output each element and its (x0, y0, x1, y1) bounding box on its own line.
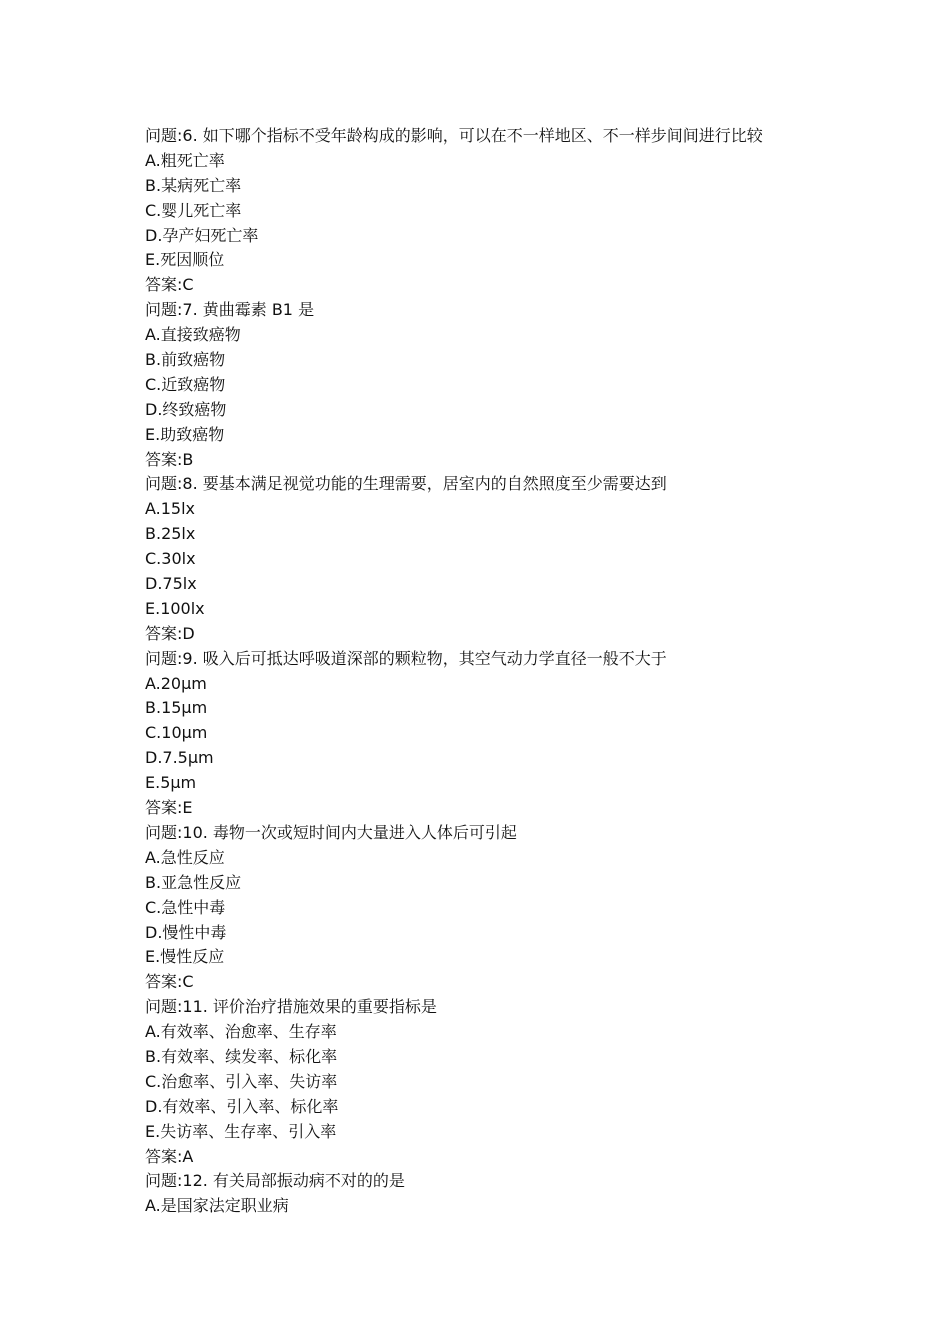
answer-text: 答案:B (145, 449, 194, 469)
question-text: 问题:12. 有关局部振动病不对的的是 (145, 1171, 405, 1191)
option-a: A.直接致癌物 (145, 325, 241, 345)
question-text: 问题:10. 毒物一次或短时间内大量进入人体后可引起 (145, 822, 517, 842)
option-a: A.20μm (145, 673, 207, 693)
option-d: D.7.5μm (145, 748, 214, 768)
question-block-10 (145, 821, 865, 995)
option-e: E.100lx (145, 598, 205, 618)
option-d: D.孕产妇死亡率 (145, 225, 259, 245)
option-d: D.75lx (145, 574, 197, 594)
option-e: E.死因顺位 (145, 250, 225, 270)
option-b: B.前致癌物 (145, 350, 226, 370)
question-text: 问题:9. 吸入后可抵达呼吸道深部的颗粒物，其空气动力学直径一般不大于 (145, 648, 667, 668)
option-e: E.助致癌物 (145, 424, 225, 444)
option-a: A.15lx (145, 499, 196, 519)
option-c: C.近致癌物 (145, 374, 226, 394)
option-b: B.某病死亡率 (145, 175, 242, 195)
option-c: C.婴儿死亡率 (145, 200, 242, 220)
option-b: B.15μm (145, 698, 208, 718)
question-block-9 (145, 647, 865, 821)
question-block-7 (145, 298, 865, 472)
question-text: 问题:8. 要基本满足视觉功能的生理需要，居室内的自然照度至少需要达到 (145, 474, 667, 494)
answer-text: 答案:C (145, 972, 194, 992)
option-b: B.25lx (145, 524, 196, 544)
option-a: A.有效率、治愈率、生存率 (145, 1022, 337, 1042)
option-b: B.有效率、续发率、标化率 (145, 1046, 338, 1066)
question-text: 问题:7. 黄曲霉素 B1 是 (145, 300, 315, 320)
option-c: C.10μm (145, 723, 208, 743)
option-c: C.治愈率、引入率、失访率 (145, 1071, 338, 1091)
option-c: C.急性中毒 (145, 897, 226, 917)
question-list (145, 124, 865, 1219)
option-c: C.30lx (145, 549, 196, 569)
option-d: D.终致癌物 (145, 399, 227, 419)
question-block-6 (145, 124, 865, 298)
option-a: A.是国家法定职业病 (145, 1196, 289, 1216)
option-d: D.慢性中毒 (145, 922, 227, 942)
option-a: A.急性反应 (145, 847, 225, 867)
question-block-8 (145, 472, 865, 646)
answer-text: 答案:E (145, 798, 193, 818)
question-text: 问题:11. 评价治疗措施效果的重要指标是 (145, 997, 437, 1017)
answer-text: 答案:A (145, 1146, 194, 1166)
question-block-11 (145, 995, 865, 1169)
option-e: E.5μm (145, 773, 197, 793)
option-a: A.粗死亡率 (145, 150, 225, 170)
answer-text: 答案:D (145, 623, 195, 643)
option-e: E.慢性反应 (145, 947, 225, 967)
option-e: E.失访率、生存率、引入率 (145, 1121, 337, 1141)
question-block-12 (145, 1169, 865, 1219)
option-b: B.亚急性反应 (145, 872, 242, 892)
answer-text: 答案:C (145, 275, 194, 295)
question-text: 问题:6. 如下哪个指标不受年龄构成的影响，可以在不一样地区、不一样步间间进行比较 (145, 126, 763, 145)
option-d: D.有效率、引入率、标化率 (145, 1096, 339, 1116)
